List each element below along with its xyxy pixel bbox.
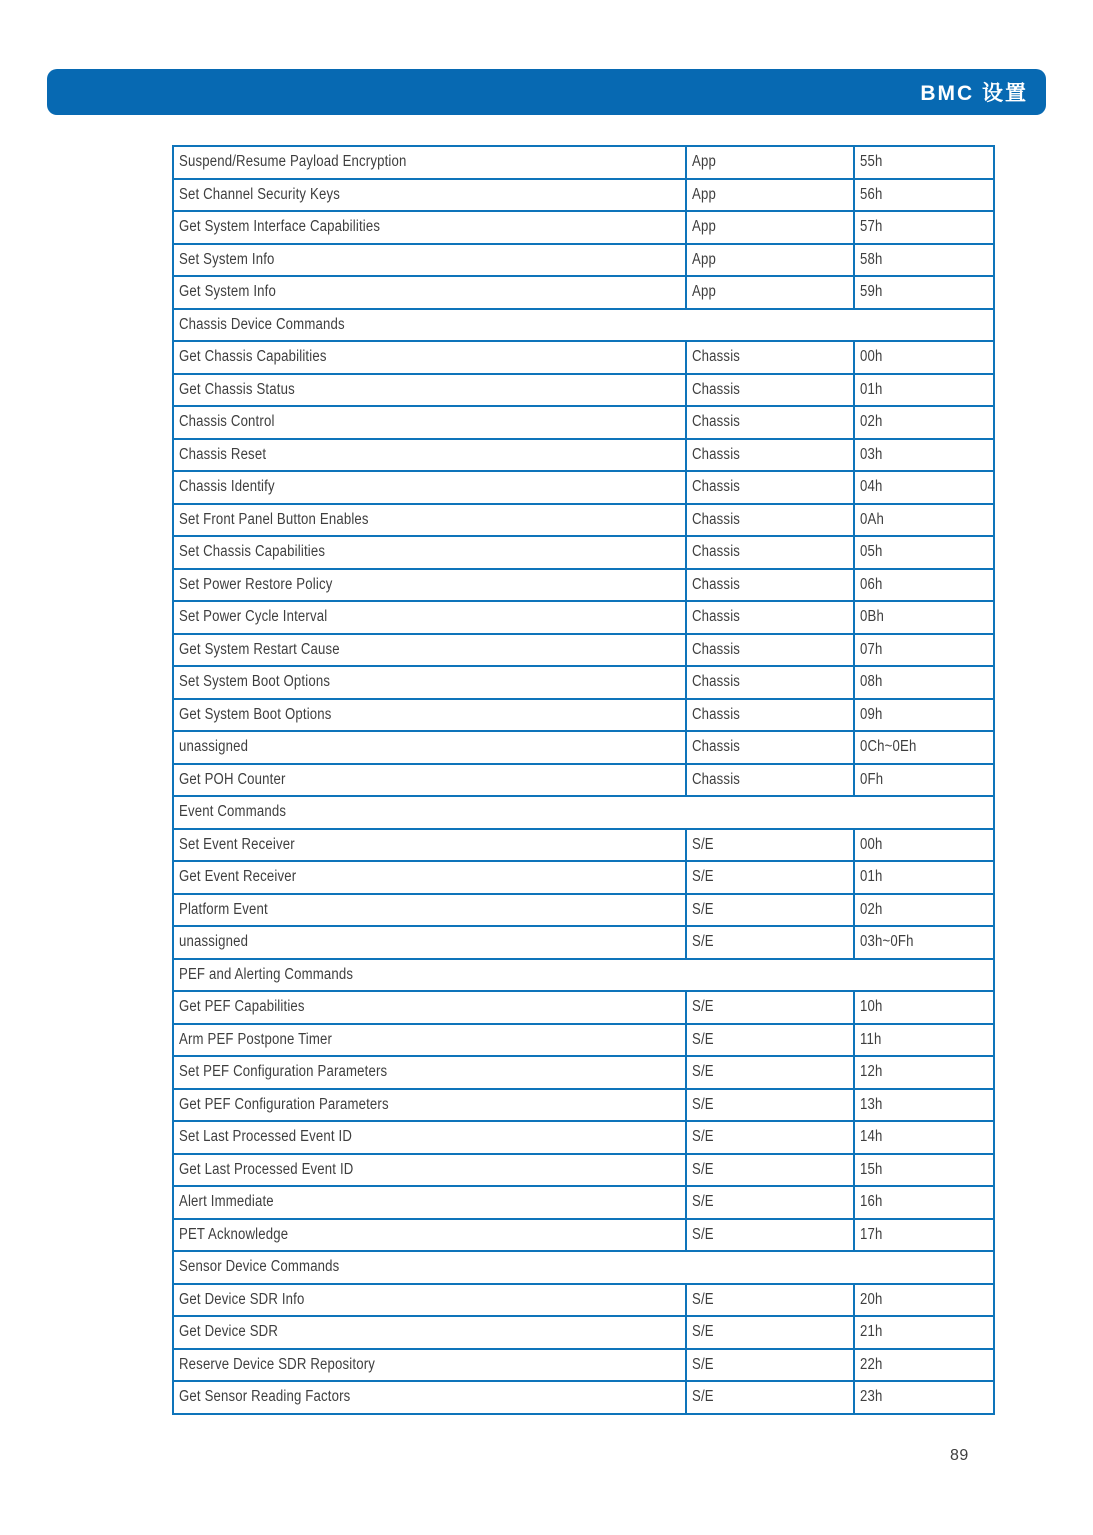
netfn-cell	[686, 926, 854, 959]
netfn-cell	[686, 1316, 854, 1349]
table-row	[173, 926, 994, 959]
code-text: 15h	[860, 1160, 883, 1178]
netfn-cell	[686, 374, 854, 407]
code-text: 02h	[860, 413, 883, 431]
command-cell	[173, 1316, 686, 1349]
table-row	[173, 1154, 994, 1187]
command-text: Get Device SDR	[179, 1323, 279, 1341]
table-row	[173, 439, 994, 472]
table-row	[173, 1056, 994, 1089]
command-cell	[173, 439, 686, 472]
page-header-title: BMC 设置	[920, 82, 1028, 105]
netfn-cell	[686, 1056, 854, 1089]
command-cell	[173, 471, 686, 504]
netfn-text: Chassis	[692, 348, 741, 366]
code-cell	[854, 1154, 994, 1187]
code-cell	[854, 1381, 994, 1414]
command-cell	[173, 926, 686, 959]
code-text: 14h	[860, 1128, 883, 1146]
command-cell	[173, 731, 686, 764]
command-cell	[173, 406, 686, 439]
code-cell	[854, 179, 994, 212]
netfn-cell	[686, 179, 854, 212]
netfn-text: S/E	[692, 998, 714, 1016]
command-text: Suspend/Resume Payload Encryption	[179, 153, 407, 171]
table-row	[173, 1219, 994, 1252]
bmc-command-table-body	[173, 146, 994, 1414]
netfn-text: App	[692, 283, 716, 301]
command-text: Arm PEF Postpone Timer	[179, 1030, 333, 1048]
code-text: 05h	[860, 543, 883, 561]
section-title-cell	[173, 796, 994, 829]
netfn-text: App	[692, 218, 716, 236]
code-cell	[854, 439, 994, 472]
command-text: Get Event Receiver	[179, 868, 297, 886]
command-text: unassigned	[179, 933, 249, 951]
code-cell	[854, 991, 994, 1024]
code-text: 00h	[860, 835, 883, 853]
command-text: Get PEF Configuration Parameters	[179, 1095, 389, 1113]
command-cell	[173, 1381, 686, 1414]
command-text: PET Acknowledge	[179, 1225, 289, 1243]
table-row	[173, 276, 994, 309]
command-cell	[173, 1284, 686, 1317]
netfn-cell	[686, 1284, 854, 1317]
netfn-cell	[686, 1024, 854, 1057]
command-cell	[173, 211, 686, 244]
code-text: 0Bh	[860, 608, 884, 626]
code-cell	[854, 926, 994, 959]
command-text: Set Event Receiver	[179, 835, 295, 853]
code-text: 11h	[860, 1030, 882, 1048]
netfn-text: Chassis	[692, 380, 741, 398]
code-text: 01h	[860, 380, 883, 398]
section-title-text: Event Commands	[179, 803, 287, 821]
table-row	[173, 374, 994, 407]
netfn-text: Chassis	[692, 608, 741, 626]
code-text: 21h	[860, 1323, 883, 1341]
table-row	[173, 1381, 994, 1414]
netfn-text: Chassis	[692, 640, 741, 658]
table-row	[173, 179, 994, 212]
section-title-cell	[173, 309, 994, 342]
netfn-text: S/E	[692, 900, 714, 918]
table-row	[173, 894, 994, 927]
command-cell	[173, 569, 686, 602]
table-row	[173, 341, 994, 374]
command-text: Reserve Device SDR Repository	[179, 1355, 376, 1373]
code-cell	[854, 276, 994, 309]
code-text: 04h	[860, 478, 883, 496]
code-text: 0Ch~0Eh	[860, 738, 917, 756]
netfn-text: S/E	[692, 933, 714, 951]
page-number: 89	[950, 1447, 969, 1464]
command-text: Get Chassis Status	[179, 380, 295, 398]
netfn-cell	[686, 601, 854, 634]
netfn-cell	[686, 894, 854, 927]
code-cell	[854, 634, 994, 667]
table-row	[173, 699, 994, 732]
netfn-cell	[686, 1089, 854, 1122]
netfn-cell	[686, 829, 854, 862]
command-text: Get PEF Capabilities	[179, 998, 305, 1016]
code-text: 13h	[860, 1095, 883, 1113]
netfn-cell	[686, 991, 854, 1024]
netfn-cell	[686, 341, 854, 374]
command-text: Get POH Counter	[179, 770, 286, 788]
command-text: Get System Interface Capabilities	[179, 218, 381, 236]
command-text: unassigned	[179, 738, 249, 756]
code-text: 16h	[860, 1193, 883, 1211]
netfn-text: Chassis	[692, 445, 741, 463]
table-section-row	[173, 309, 994, 342]
section-title-text: Chassis Device Commands	[179, 315, 345, 333]
netfn-text: S/E	[692, 1030, 714, 1048]
command-text: Set Power Restore Policy	[179, 575, 333, 593]
netfn-cell	[686, 146, 854, 179]
command-cell	[173, 1121, 686, 1154]
netfn-text: Chassis	[692, 413, 741, 431]
code-text: 55h	[860, 153, 883, 171]
command-cell	[173, 634, 686, 667]
table-section-row	[173, 1251, 994, 1284]
command-text: Get Chassis Capabilities	[179, 348, 327, 366]
netfn-text: S/E	[692, 1095, 714, 1113]
code-cell	[854, 666, 994, 699]
netfn-text: S/E	[692, 1388, 714, 1406]
code-text: 0Fh	[860, 770, 884, 788]
table-row	[173, 861, 994, 894]
command-cell	[173, 699, 686, 732]
command-text: Set Channel Security Keys	[179, 185, 340, 203]
netfn-cell	[686, 1219, 854, 1252]
code-text: 08h	[860, 673, 883, 691]
bmc-command-table	[172, 145, 995, 1415]
command-cell	[173, 601, 686, 634]
code-cell	[854, 861, 994, 894]
code-text: 02h	[860, 900, 883, 918]
table-row	[173, 731, 994, 764]
code-cell	[854, 1186, 994, 1219]
netfn-text: S/E	[692, 1355, 714, 1373]
netfn-cell	[686, 666, 854, 699]
code-cell	[854, 569, 994, 602]
netfn-text: Chassis	[692, 478, 741, 496]
table-row	[173, 504, 994, 537]
table-row	[173, 244, 994, 277]
code-cell	[854, 504, 994, 537]
netfn-text: Chassis	[692, 543, 741, 561]
netfn-text: S/E	[692, 1225, 714, 1243]
code-cell	[854, 1024, 994, 1057]
command-cell	[173, 276, 686, 309]
code-text: 10h	[860, 998, 883, 1016]
command-text: Platform Event	[179, 900, 268, 918]
netfn-text: S/E	[692, 1063, 714, 1081]
code-text: 07h	[860, 640, 883, 658]
table-row	[173, 991, 994, 1024]
code-cell	[854, 1316, 994, 1349]
netfn-text: S/E	[692, 1160, 714, 1178]
code-cell	[854, 146, 994, 179]
code-text: 01h	[860, 868, 883, 886]
code-text: 22h	[860, 1355, 883, 1373]
command-cell	[173, 1349, 686, 1382]
netfn-cell	[686, 536, 854, 569]
table-row	[173, 211, 994, 244]
command-text: Get Device SDR Info	[179, 1290, 305, 1308]
netfn-text: S/E	[692, 835, 714, 853]
command-cell	[173, 1219, 686, 1252]
command-cell	[173, 536, 686, 569]
netfn-cell	[686, 1381, 854, 1414]
table-row	[173, 634, 994, 667]
command-text: Set Chassis Capabilities	[179, 543, 326, 561]
code-cell	[854, 374, 994, 407]
netfn-text: App	[692, 153, 716, 171]
command-cell	[173, 374, 686, 407]
section-title-text: PEF and Alerting Commands	[179, 965, 354, 983]
code-cell	[854, 341, 994, 374]
table-row	[173, 406, 994, 439]
netfn-text: Chassis	[692, 705, 741, 723]
command-cell	[173, 829, 686, 862]
netfn-cell	[686, 1154, 854, 1187]
table-row	[173, 471, 994, 504]
command-cell	[173, 179, 686, 212]
command-cell	[173, 504, 686, 537]
netfn-text: Chassis	[692, 575, 741, 593]
command-text: Get System Info	[179, 283, 277, 301]
command-text: Get Last Processed Event ID	[179, 1160, 354, 1178]
table-row	[173, 601, 994, 634]
code-cell	[854, 406, 994, 439]
netfn-cell	[686, 504, 854, 537]
command-cell	[173, 341, 686, 374]
code-cell	[854, 699, 994, 732]
netfn-text: Chassis	[692, 738, 741, 756]
netfn-cell	[686, 569, 854, 602]
code-text: 56h	[860, 185, 883, 203]
code-text: 59h	[860, 283, 883, 301]
code-text: 17h	[860, 1225, 883, 1243]
code-cell	[854, 1121, 994, 1154]
command-cell	[173, 1089, 686, 1122]
code-cell	[854, 1219, 994, 1252]
table-row	[173, 829, 994, 862]
command-text: Chassis Identify	[179, 478, 275, 496]
code-cell	[854, 244, 994, 277]
code-text: 09h	[860, 705, 883, 723]
netfn-cell	[686, 699, 854, 732]
command-cell	[173, 991, 686, 1024]
command-cell	[173, 861, 686, 894]
command-text: Set System Boot Options	[179, 673, 331, 691]
command-text: Get System Restart Cause	[179, 640, 340, 658]
code-text: 0Ah	[860, 510, 884, 528]
table-row	[173, 146, 994, 179]
table-row	[173, 1316, 994, 1349]
netfn-text: S/E	[692, 868, 714, 886]
netfn-cell	[686, 471, 854, 504]
command-text: Set Power Cycle Interval	[179, 608, 328, 626]
netfn-text: App	[692, 250, 716, 268]
command-cell	[173, 666, 686, 699]
table-row	[173, 764, 994, 797]
code-text: 00h	[860, 348, 883, 366]
section-title-cell	[173, 1251, 994, 1284]
netfn-text: S/E	[692, 1128, 714, 1146]
code-text: 23h	[860, 1388, 883, 1406]
command-cell	[173, 764, 686, 797]
table-section-row	[173, 959, 994, 992]
netfn-text: S/E	[692, 1290, 714, 1308]
netfn-cell	[686, 731, 854, 764]
command-text: Set System Info	[179, 250, 275, 268]
netfn-cell	[686, 406, 854, 439]
table-row	[173, 536, 994, 569]
netfn-cell	[686, 1349, 854, 1382]
command-text: Alert Immediate	[179, 1193, 274, 1211]
code-text: 03h~0Fh	[860, 933, 914, 951]
section-title-text: Sensor Device Commands	[179, 1258, 340, 1276]
netfn-text: Chassis	[692, 770, 741, 788]
command-text: Get System Boot Options	[179, 705, 332, 723]
command-cell	[173, 894, 686, 927]
netfn-text: App	[692, 185, 716, 203]
table-row	[173, 1089, 994, 1122]
netfn-text: Chassis	[692, 510, 741, 528]
netfn-text: S/E	[692, 1323, 714, 1341]
page-header-bar	[47, 69, 1046, 115]
command-cell	[173, 1154, 686, 1187]
netfn-cell	[686, 276, 854, 309]
command-text: Chassis Control	[179, 413, 275, 431]
code-cell	[854, 471, 994, 504]
command-text: Get Sensor Reading Factors	[179, 1388, 351, 1406]
netfn-cell	[686, 244, 854, 277]
code-cell	[854, 536, 994, 569]
netfn-cell	[686, 1121, 854, 1154]
code-text: 06h	[860, 575, 883, 593]
command-text: Set Front Panel Button Enables	[179, 510, 369, 528]
section-title-cell	[173, 959, 994, 992]
command-text: Set PEF Configuration Parameters	[179, 1063, 388, 1081]
code-cell	[854, 1284, 994, 1317]
command-cell	[173, 1056, 686, 1089]
table-row	[173, 569, 994, 602]
netfn-text: Chassis	[692, 673, 741, 691]
table-row	[173, 666, 994, 699]
code-cell	[854, 764, 994, 797]
command-cell	[173, 1186, 686, 1219]
code-cell	[854, 731, 994, 764]
table-row	[173, 1186, 994, 1219]
table-section-row	[173, 796, 994, 829]
code-text: 58h	[860, 250, 883, 268]
code-cell	[854, 894, 994, 927]
command-text: Chassis Reset	[179, 445, 267, 463]
code-cell	[854, 1056, 994, 1089]
netfn-cell	[686, 634, 854, 667]
netfn-cell	[686, 439, 854, 472]
command-text: Set Last Processed Event ID	[179, 1128, 353, 1146]
netfn-text: S/E	[692, 1193, 714, 1211]
code-text: 12h	[860, 1063, 883, 1081]
command-cell	[173, 146, 686, 179]
code-cell	[854, 1349, 994, 1382]
code-cell	[854, 1089, 994, 1122]
table-row	[173, 1121, 994, 1154]
code-cell	[854, 601, 994, 634]
command-cell	[173, 1024, 686, 1057]
code-cell	[854, 211, 994, 244]
netfn-cell	[686, 211, 854, 244]
code-cell	[854, 829, 994, 862]
code-text: 20h	[860, 1290, 883, 1308]
code-text: 57h	[860, 218, 883, 236]
netfn-cell	[686, 764, 854, 797]
table-row	[173, 1284, 994, 1317]
code-text: 03h	[860, 445, 883, 463]
table-row	[173, 1024, 994, 1057]
netfn-cell	[686, 861, 854, 894]
netfn-cell	[686, 1186, 854, 1219]
table-row	[173, 1349, 994, 1382]
command-cell	[173, 244, 686, 277]
